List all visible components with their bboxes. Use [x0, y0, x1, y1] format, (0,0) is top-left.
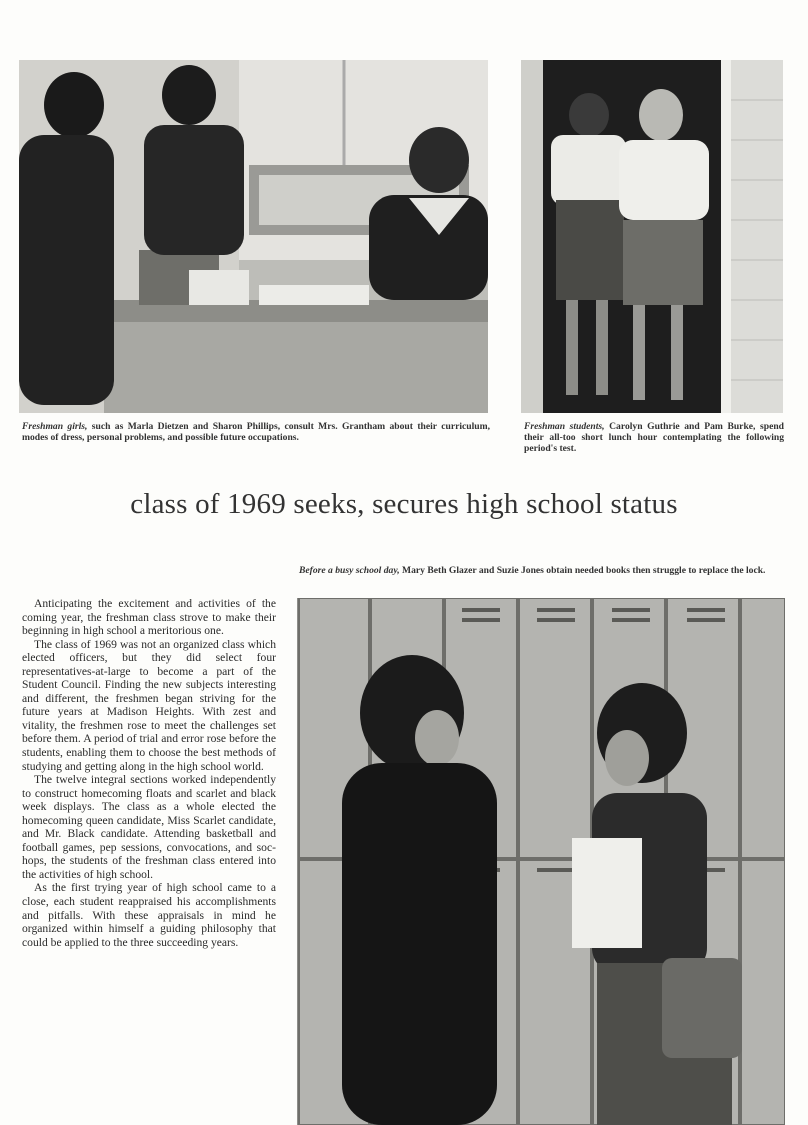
caption-text: Carolyn Guthrie and Pam Burke, spend their all-too short lunch hour contemplating the following period's test. [524, 421, 784, 454]
caption-freshman-girls [22, 421, 490, 443]
photo-freshman-girls-counselor [19, 60, 488, 413]
paragraph: As the first trying year of high school came to a close, each student reappraised his accomplishments and pitfalls. With these appraisals in mind he organized within himself a guiding philosophy that could be applied to the three succeeding years. [22, 881, 276, 949]
caption-lockers [299, 565, 784, 576]
caption-lead: Before a busy school day, [299, 565, 400, 576]
paragraph: The class of 1969 was not an organized class which elected officers, but they did select four representatives-at-large to become a part of the Student Council. Finding the new subjects interesting and different, the freshmen began striving for the future years at Madison Heights. With zest and vitality, the freshmen rose to meet the challenges set before them. A period of trial and error rose before the students, enabling them to choose the best methods of studying and getting along in the high school world. [22, 637, 276, 773]
caption-lead: Freshman students, [524, 421, 605, 432]
caption-freshman-students [524, 421, 784, 454]
photo-freshman-students-doorway [521, 60, 783, 413]
caption-lead: Freshman girls, [22, 421, 88, 432]
caption-text: Mary Beth Glazer and Suzie Jones obtain needed books then struggle to replace the lock. [399, 565, 766, 576]
headline: class of 1969 seeks, secures high school status [130, 488, 678, 520]
article-body [22, 597, 276, 949]
paragraph: The twelve integral sections worked independently to construct homecoming floats and scarlet and black week displays. The class as a whole elected the homecoming queen candidate, Miss Scarlet candidate, and Mr. Black candidate. Attending basketball and football games, pep sessions, convocations, and soc-hops, the students of the freshman class entered into the activities of high school. [22, 773, 276, 881]
caption-text: such as Marla Dietzen and Sharon Phillips, consult Mrs. Grantham about their curriculum, modes of dress, personal problems, and possible future occupations. [22, 421, 490, 443]
photo-lockers [297, 598, 785, 1125]
paragraph: Anticipating the excitement and activities of the coming year, the freshman class strove to make their beginning in high school a meritorious one. [22, 597, 276, 638]
